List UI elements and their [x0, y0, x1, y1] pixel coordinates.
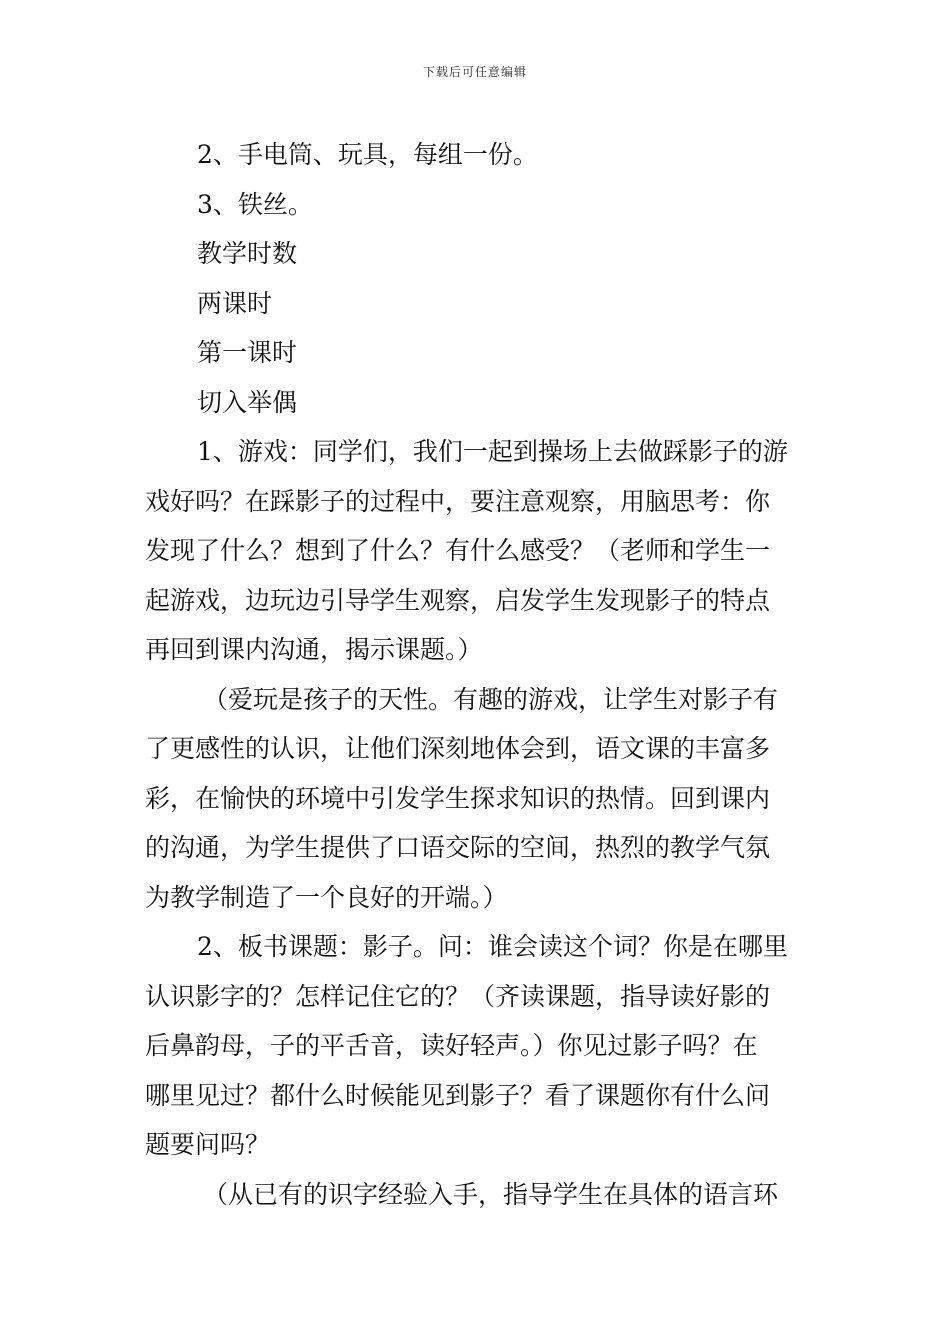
page-header: 下载后可任意编辑	[422, 65, 527, 79]
paragraph-line: 后鼻韵母，子的平舌音，读好轻声。）你见过影子吗？在	[145, 1031, 758, 1060]
paragraph-line: 再回到课内沟通，揭示课题。）	[145, 635, 483, 664]
paragraph-line: 了更感性的认识，让他们深刻地体会到，语文课的丰富多	[145, 734, 771, 763]
paragraph-line: 发现了什么？想到了什么？有什么感受？（老师和学生一	[145, 536, 771, 565]
paragraph-line: 1、游戏：同学们，我们一起到操场上去做踩影子的游	[197, 437, 788, 466]
section-heading: 第一课时	[197, 338, 298, 367]
paragraph-line: 为教学制造了一个良好的开端。）	[145, 882, 508, 912]
paragraph-line: 的沟通，为学生提供了口语交际的空间，热烈的教学气氛	[145, 833, 771, 862]
paragraph-line: （从已有的识字经验入手，指导学生在具体的语言环	[203, 1179, 779, 1209]
paragraph-line: 彩，在愉快的环境中引发学生探求知识的热情。回到课内	[145, 783, 771, 813]
paragraph-line: 2、板书课题：影子。问：谁会读这个词？你是在哪里	[197, 932, 788, 961]
paragraph-line: （爱玩是孩子的天性。有趣的游戏，让学生对影子有	[203, 684, 779, 714]
text-line: 3、铁丝。	[197, 189, 313, 219]
text-line: 两课时	[197, 288, 273, 318]
paragraph-line: 起游戏，边玩边引导学生观察，启发学生发现影子的特点	[145, 585, 771, 615]
section-heading: 切入举偶	[197, 387, 298, 417]
document-body	[145, 130, 811, 1219]
section-heading: 教学时数	[197, 239, 298, 268]
text-line: 2、手电筒、玩具，每组一份。	[197, 140, 538, 169]
paragraph-line: 认识影字的？怎样记住它的？（齐读课题，指导读好影的	[145, 981, 771, 1011]
paragraph-line: 题要问吗？	[145, 1130, 271, 1159]
paragraph-line: 戏好吗？在踩影子的过程中，要注意观察，用脑思考：你	[145, 486, 771, 516]
paragraph-line: 哪里见过？都什么时候能见到影子？看了课题你有什么问	[145, 1080, 771, 1110]
